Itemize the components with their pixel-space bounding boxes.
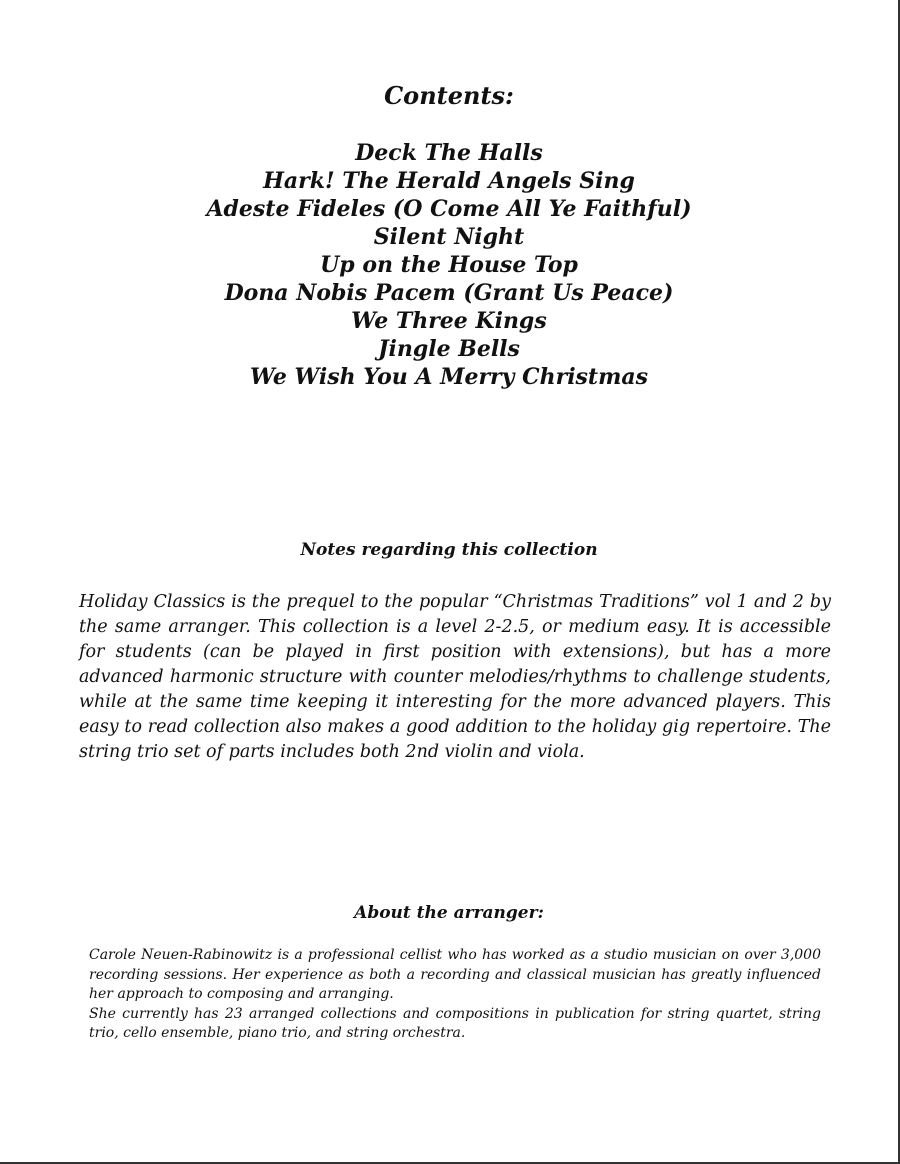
about-paragraph: Carole Neuen-Rabinowitz is a professional cellist who has worked as a studio musician on over 3,000 recording sessions. Her experience as both a recording and classical musician has greatly influenced her approach to composing and arranging. [89, 947, 821, 1002]
contents-item: Adeste Fideles (O Come All Ye Faithful) [206, 196, 692, 222]
contents-item: Jingle Bells [378, 336, 520, 362]
notes-heading: Notes regarding this collection [300, 540, 598, 560]
contents-list [0, 139, 898, 391]
about-arranger-text [89, 946, 821, 1044]
contents-item: Deck The Halls [355, 140, 543, 166]
about-paragraph: She currently has 23 arranged collections and compositions in publication for string quartet, string trio, cello ensemble, piano trio, and string orchestra. [89, 1005, 821, 1041]
contents-item: We Wish You A Merry Christmas [249, 364, 649, 390]
contents-item: We Three Kings [351, 308, 547, 334]
contents-item: Up on the House Top [320, 252, 578, 278]
about-arranger-heading: About the arranger: [354, 903, 544, 923]
contents-item: Hark! The Herald Angels Sing [263, 168, 635, 194]
notes-paragraph: Holiday Classics is the prequel to the popular “Christmas Traditions” vol 1 and 2 by the same arranger. This collection is a level 2-2.5, or medium easy. It is accessible for students (can be played in first position with extensions), but has a more advanced harmonic structure with counter melodies/rhythms to challenge students, while at the same time keeping it interesting for the more advanced players. This easy to read collection also makes a good addition to the holiday gig repertoire. The string trio set of parts includes both 2nd violin and viola. [79, 592, 831, 762]
contents-heading: Contents: [384, 81, 514, 110]
contents-item: Silent Night [373, 224, 525, 250]
contents-item: Dona Nobis Pacem (Grant Us Peace) [224, 280, 674, 306]
